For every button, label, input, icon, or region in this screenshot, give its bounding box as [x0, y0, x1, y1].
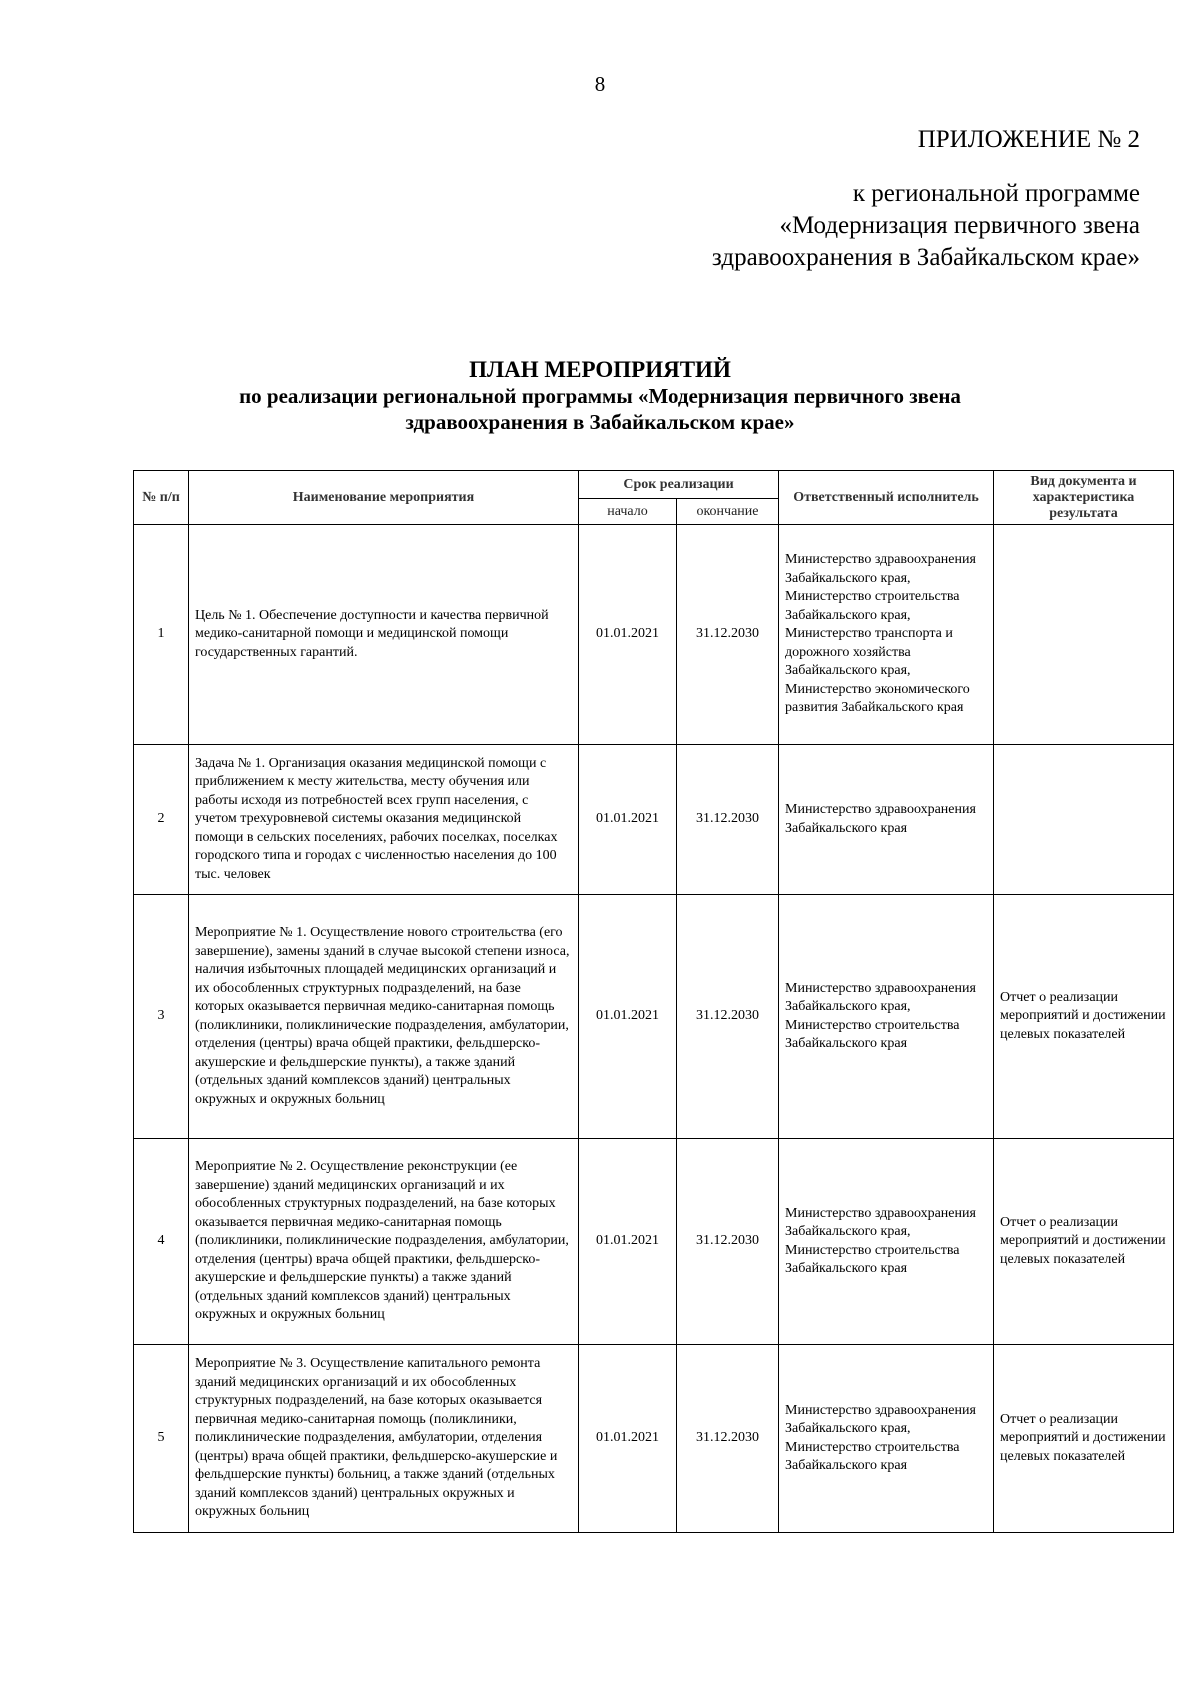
page-number: 8 — [594, 72, 606, 96]
table-row — [134, 1139, 1174, 1345]
appendix-ref-line: к региональной программе — [852, 180, 1140, 207]
table-row — [134, 525, 1174, 745]
cell-name: Задача № 1. Организация оказания медицинской помощи с приближением к месту жительства, месту обучения или работы исходя из потребностей всех групп населения, с учетом трехуровневой системы оказания медицинской помощи в сельских поселениях, рабочих поселках, поселках городского типа и городах с численностью населения до 100 тыс. человек — [189, 745, 579, 895]
appendix-ref-line: здравоохранения в Забайкальском крае» — [711, 244, 1140, 271]
cell-num: 2 — [134, 745, 189, 895]
cell-num: 3 — [134, 895, 189, 1139]
cell-name: Мероприятие № 3. Осуществление капитального ремонта зданий медицинских организаций и их обособленных структурных подразделений, на базе которых оказывается первичная медико-санитарная помощь (поликлиники, поликлинические подразделения, амбулатории, отделения (центры) врача общей практики, фельдшерско-акушерские и фельдшерские пункты) больниц, а также зданий (отдельных зданий комплексов зданий) центральных окружных и окружных больниц — [189, 1345, 579, 1533]
cell-end: 31.12.2030 — [677, 745, 779, 895]
cell-name: Мероприятие № 1. Осуществление нового строительства (его завершение), замены зданий в случае высокой степени износа, наличия избыточных площадей медицинских организаций и их обособленных структурных подразделений, на базе которых оказывается первичная медико-санитарная помощь (поликлиники, поликлинические подразделения, амбулатории, отделения (центры) врача общей практики, фельдшерско-акушерские и фельдшерские пункты), а также зданий (отдельных зданий комплексов зданий) центральных окружных и окружных больниц — [189, 895, 579, 1139]
cell-name: Мероприятие № 2. Осуществление реконструкции (ее завершение) зданий медицинских организаций и их обособленных структурных подразделений, на базе которых оказывается первичная медико-санитарная помощь (поликлиники, поликлинические подразделения, амбулатории, отделения (центры) врача общей практики, фельдшерско-акушерские и фельдшерские пункты) а также зданий (отдельных зданий комплексов зданий) центральных окружных и окружных больниц — [189, 1139, 579, 1345]
cell-responsible: Министерство здравоохранения Забайкальского края, Министерство строительства Забайкальского края — [779, 895, 994, 1139]
header-result: Вид документа и характеристика результата — [994, 471, 1174, 525]
plan-subtitle-line: по реализации региональной программы «Модернизация первичного звена — [239, 384, 961, 408]
cell-start: 01.01.2021 — [579, 525, 677, 745]
cell-result — [994, 745, 1174, 895]
header-name: Наименование мероприятия — [189, 471, 579, 525]
table-row — [134, 745, 1174, 895]
cell-end: 31.12.2030 — [677, 895, 779, 1139]
cell-num: 1 — [134, 525, 189, 745]
header-start: начало — [579, 499, 677, 525]
cell-start: 01.01.2021 — [579, 1139, 677, 1345]
cell-end: 31.12.2030 — [677, 1345, 779, 1533]
table-row — [134, 1345, 1174, 1533]
header-num: № п/п — [134, 471, 189, 525]
appendix-title: ПРИЛОЖЕНИЕ № 2 — [917, 126, 1140, 153]
header-responsible: Ответственный исполнитель — [779, 471, 994, 525]
cell-end: 31.12.2030 — [677, 1139, 779, 1345]
cell-result: Отчет о реализации мероприятий и достижении целевых показателей — [994, 895, 1174, 1139]
plan-table — [133, 470, 1174, 1533]
header-end: окончание — [677, 499, 779, 525]
table-row — [134, 895, 1174, 1139]
cell-num: 5 — [134, 1345, 189, 1533]
cell-responsible: Министерство здравоохранения Забайкальского края, Министерство строительства Забайкальского края — [779, 1139, 994, 1345]
appendix-ref-line: «Модернизация первичного звена — [779, 212, 1140, 239]
cell-responsible: Министерство здравоохранения Забайкальского края, Министерство строительства Забайкальского края — [779, 1345, 994, 1533]
cell-start: 01.01.2021 — [579, 895, 677, 1139]
plan-heading — [150, 357, 1050, 435]
header-period: Срок реализации — [579, 471, 779, 499]
cell-responsible: Министерство здравоохранения Забайкальского края — [779, 745, 994, 895]
cell-result: Отчет о реализации мероприятий и достижении целевых показателей — [994, 1139, 1174, 1345]
appendix-reference — [712, 178, 1140, 274]
cell-result — [994, 525, 1174, 745]
plan-subtitle-line: здравоохранения в Забайкальском крае» — [405, 410, 795, 434]
cell-end: 31.12.2030 — [677, 525, 779, 745]
cell-start: 01.01.2021 — [579, 745, 677, 895]
cell-name: Цель № 1. Обеспечение доступности и качества первичной медико-санитарной помощи и медицинской помощи государственных гарантий. — [189, 525, 579, 745]
plan-title: ПЛАН МЕРОПРИЯТИЙ — [469, 357, 731, 382]
cell-num: 4 — [134, 1139, 189, 1345]
cell-result: Отчет о реализации мероприятий и достижении целевых показателей — [994, 1345, 1174, 1533]
cell-responsible: Министерство здравоохранения Забайкальского края, Министерство строительства Забайкальского края, Министерство транспорта и дорожного хозяйства Забайкальского края, Министерство экономического развития Забайкальского края — [779, 525, 994, 745]
cell-start: 01.01.2021 — [579, 1345, 677, 1533]
